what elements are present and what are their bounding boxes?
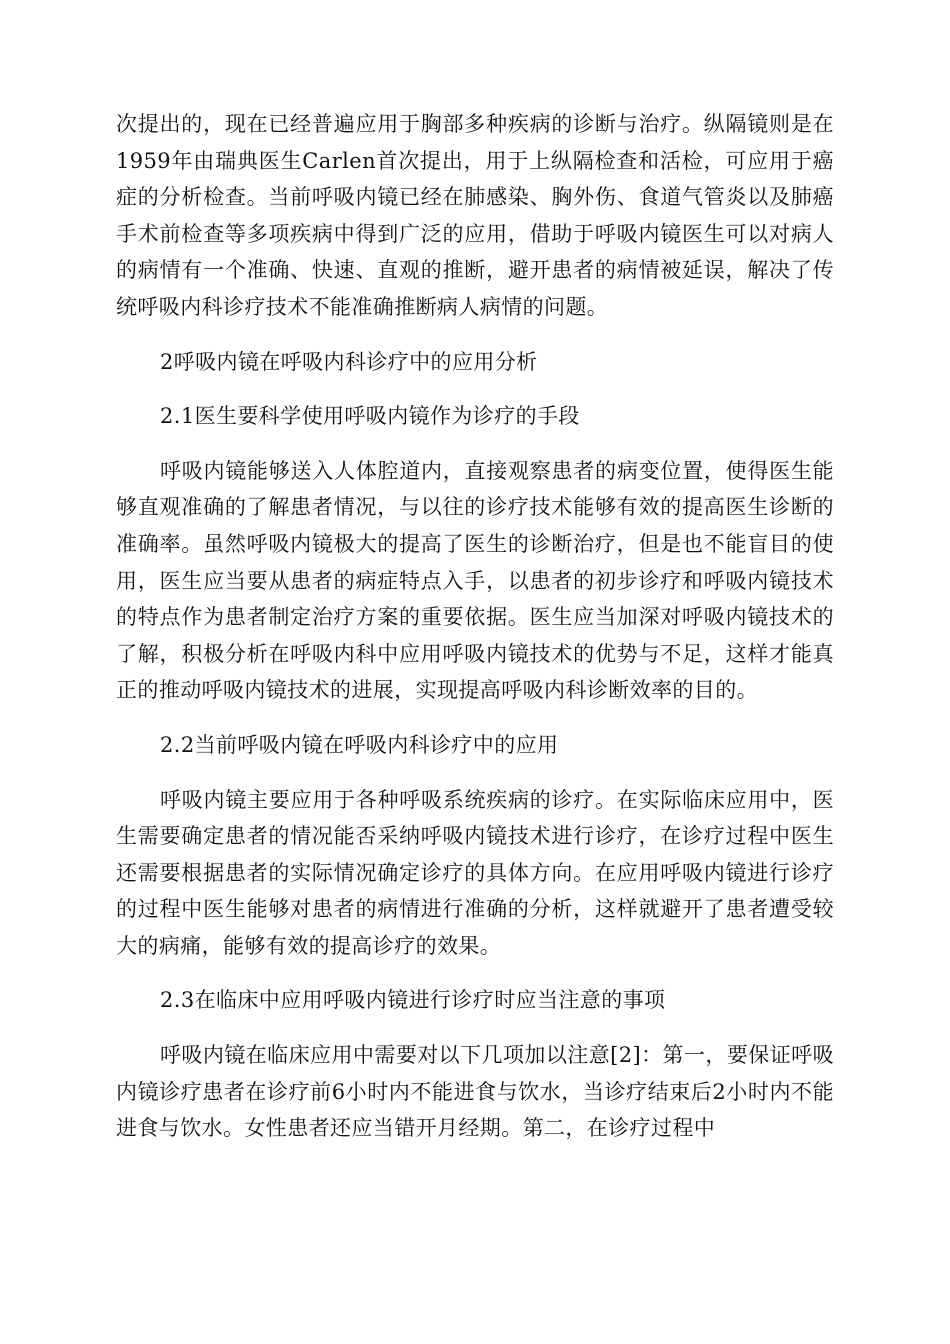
document-body	[116, 106, 834, 1147]
paragraph-2-3: 呼吸内镜在临床应用中需要对以下几项加以注意[2]：第一，要保证呼吸内镜诊疗患者在诊疗前6小时内不能进食与饮水，当诊疗结束后2小时内不能进食与饮水。女性患者还应当错开月经期。第二，在诊疗过程中	[116, 1043, 834, 1141]
subsection-heading-2-3: 2.3在临床中应用呼吸内镜进行诊疗时应当注意的事项	[160, 988, 666, 1013]
subsection-heading-2-1: 2.1医生要科学使用呼吸内镜作为诊疗的手段	[160, 404, 580, 429]
paragraph-2-2: 呼吸内镜主要应用于各种呼吸系统疾病的诊疗。在实际临床应用中，医生需要确定患者的情况能否采纳呼吸内镜技术进行诊疗，在诊疗过程中医生还需要根据患者的实际情况确定诊疗的具体方向。在应用呼吸内镜进行诊疗的过程中医生能够对患者的病情进行准确的分析，这样就避开了患者遭受较大的病痛，能够有效的提高诊疗的效果。	[116, 787, 834, 958]
paragraph-intro-continued: 次提出的，现在已经普遍应用于胸部多种疾病的诊断与治疗。纵隔镜则是在1959年由瑞典医生Carlen首次提出，用于上纵隔检查和活检，可应用于癌症的分析检查。当前呼吸内镜已经在肺感染、胸外伤、食道气管炎以及肺癌手术前检查等多项疾病中得到广泛的应用，借助于呼吸内镜医生可以对病人的病情有一个准确、快速、直观的推断，避开患者的病情被延误，解决了传统呼吸内科诊疗技术不能准确推断病人病情的问题。	[116, 112, 834, 319]
subsection-heading-2-2: 2.2当前呼吸内镜在呼吸内科诊疗中的应用	[160, 732, 559, 757]
paragraph-2-1: 呼吸内镜能够送入人体腔道内，直接观察患者的病变位置，使得医生能够直观准确的了解患者情况，与以往的诊疗技术能够有效的提高医生诊断的准确率。虽然呼吸内镜极大的提高了医生的诊断治疗，但是也不能盲目的使用，医生应当要从患者的病症特点入手，以患者的初步诊疗和呼吸内镜技术的特点作为患者制定治疗方案的重要依据。医生应当加深对呼吸内镜技术的了解，积极分析在呼吸内科中应用呼吸内镜技术的优势与不足，这样才能真正的推动呼吸内镜技术的进展，实现提高呼吸内科诊断效率的目的。	[116, 458, 834, 703]
section-heading-2: 2呼吸内镜在呼吸内科诊疗中的应用分析	[160, 349, 538, 374]
